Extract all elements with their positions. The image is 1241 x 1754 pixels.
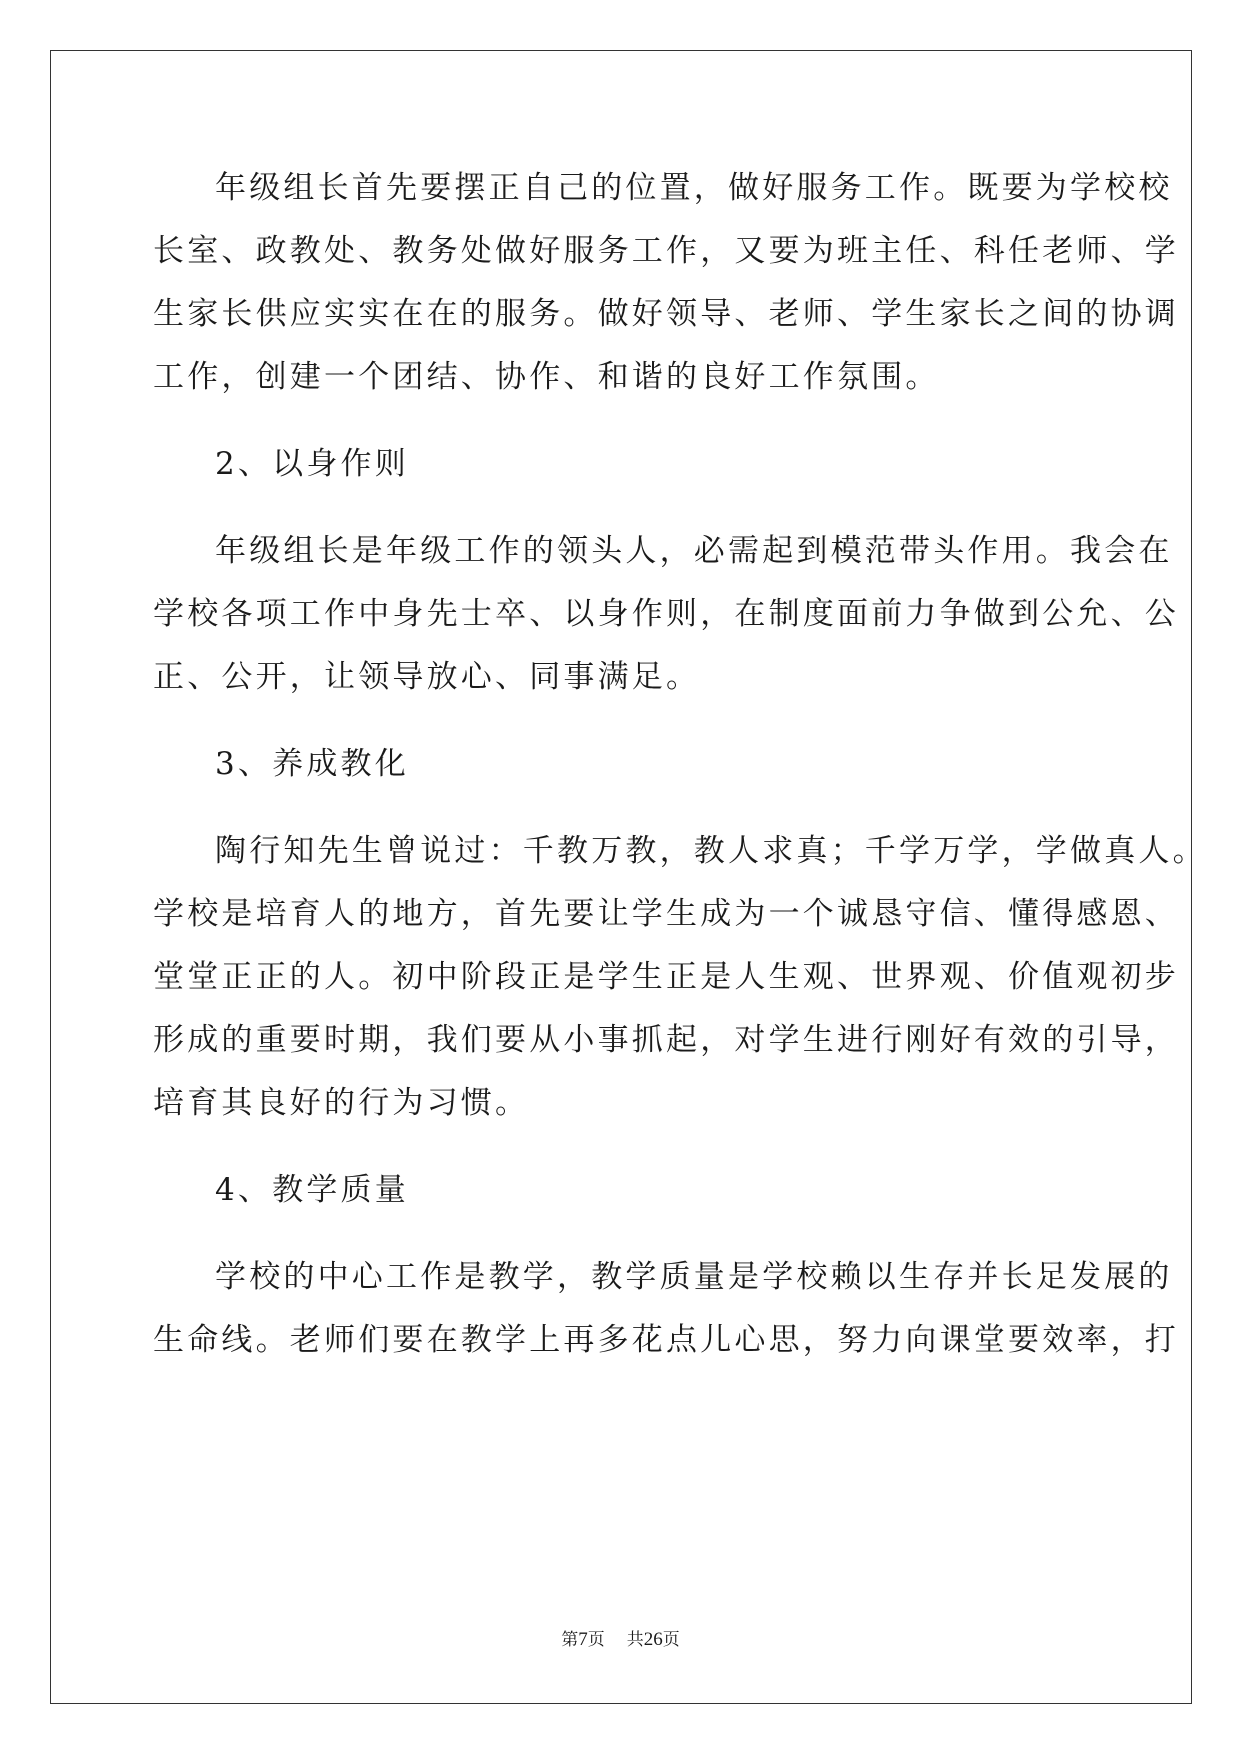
paragraph-line: 生命线。老师们要在教学上再多花点儿心思，努力向课堂要效率，打	[153, 1322, 1179, 1358]
paragraph-line: 陶行知先生曾说过：千教万教，教人求真；千学万学，学做真人。	[215, 833, 1207, 869]
paragraph-line: 学校各项工作中身先士卒、以身作则，在制度面前力争做到公允、公	[153, 596, 1179, 632]
section-heading: 3、养成教化	[215, 746, 409, 782]
paragraph-line: 形成的重要时期，我们要从小事抓起，对学生进行刚好有效的引导，	[153, 1022, 1179, 1058]
total-suffix: 页	[662, 1630, 680, 1650]
paragraph-line: 正、公开，让领导放心、同事满足。	[153, 659, 701, 695]
paragraph-line: 堂堂正正的人。初中阶段正是学生正是人生观、世界观、价值观初步	[153, 959, 1179, 995]
page-suffix: 页	[587, 1630, 605, 1650]
paragraph-line: 长室、政教处、教务处做好服务工作，又要为班主任、科任老师、学	[153, 233, 1179, 269]
paragraph-line: 年级组长首先要摆正自己的位置，做好服务工作。既要为学校校	[215, 170, 1173, 206]
total-pages: 26	[643, 1629, 663, 1650]
paragraph-line: 培育其良好的行为习惯。	[153, 1085, 530, 1121]
page-prefix: 第	[561, 1630, 579, 1650]
page-footer	[0, 1628, 1241, 1652]
paragraph-line: 学校的中心工作是教学，教学质量是学校赖以生存并长足发展的	[215, 1259, 1173, 1295]
total-prefix: 共	[626, 1630, 644, 1650]
paragraph-line: 工作，创建一个团结、协作、和谐的良好工作氛围。	[153, 359, 940, 395]
paragraph-line: 生家长供应实实在在的服务。做好领导、老师、学生家长之间的协调	[153, 296, 1179, 332]
paragraph-line: 年级组长是年级工作的领头人，必需起到模范带头作用。我会在	[215, 533, 1173, 569]
section-heading: 2、以身作则	[215, 446, 409, 482]
section-heading: 4、教学质量	[215, 1172, 409, 1208]
paragraph-line: 学校是培育人的地方，首先要让学生成为一个诚恳守信、懂得感恩、	[153, 896, 1179, 932]
page-number: 7	[578, 1629, 588, 1650]
